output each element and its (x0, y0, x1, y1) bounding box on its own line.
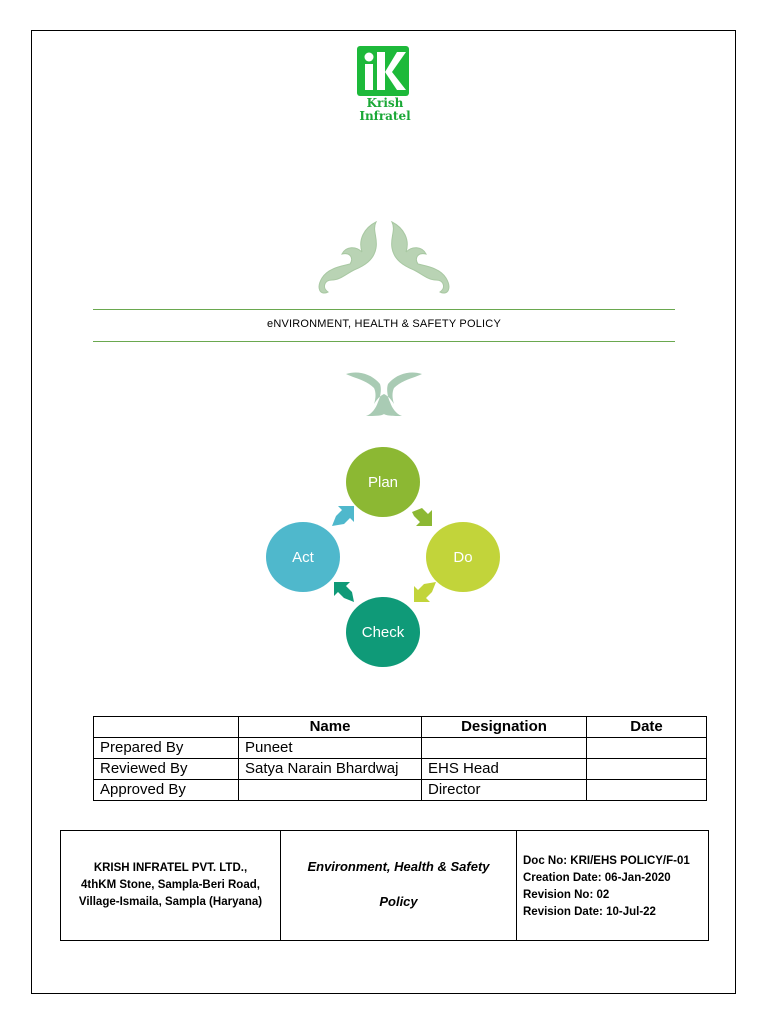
company-address (61, 831, 281, 940)
logo-mark (357, 46, 409, 96)
logo-text-line1: Krish (366, 96, 404, 110)
cell-name (239, 780, 422, 801)
cell-date (587, 759, 707, 780)
heading-rule-top (93, 309, 675, 310)
cycle-node-plan: Plan (346, 447, 420, 517)
document-title-line1: Environment, Health & Safety (307, 859, 490, 874)
table-header-row (94, 717, 707, 738)
creation-date: Creation Date: 06-Jan-2020 (523, 872, 671, 884)
cell-role: Reviewed By (94, 759, 239, 780)
arrow-plan-to-do-icon (412, 508, 432, 526)
cycle-node-check: Check (346, 597, 420, 667)
approval-table (93, 716, 707, 801)
document-title (281, 831, 517, 940)
arrow-act-to-plan-icon (332, 506, 354, 526)
address-line-2: Village-Ismaila, Sampla (Haryana) (78, 896, 263, 908)
heading-rule-bottom (93, 341, 675, 342)
cell-name: Puneet (239, 738, 422, 759)
cell-role: Prepared By (94, 738, 239, 759)
floral-ornament-top (306, 218, 462, 300)
cell-designation: Director (422, 780, 587, 801)
logo-text-line2: Infratel (359, 109, 411, 123)
cell-designation: EHS Head (422, 759, 587, 780)
table-row (94, 738, 707, 759)
doc-number: Doc No: KRI/EHS POLICY/F-01 (523, 855, 690, 867)
revision-number: Revision No: 02 (523, 889, 610, 901)
arrow-do-to-check-icon (414, 582, 436, 602)
cell-date (587, 780, 707, 801)
document-control-info (517, 831, 708, 940)
revision-date: Revision Date: 10-Jul-22 (523, 906, 656, 918)
cell-designation (422, 738, 587, 759)
floral-ornament-middle (342, 368, 426, 420)
address-line-1: 4thKM Stone, Sampla-Beri Road, (81, 879, 260, 891)
company-name: KRISH INFRATEL PVT. LTD., (93, 862, 248, 874)
table-row (94, 759, 707, 780)
cell-role: Approved By (94, 780, 239, 801)
arrow-check-to-act-icon (334, 582, 354, 602)
document-title-line2: Policy (379, 894, 418, 909)
cycle-node-act: Act (266, 522, 340, 592)
cell-date (587, 738, 707, 759)
pdca-cycle-diagram (250, 440, 520, 680)
header-cell-designation: Designation (422, 717, 587, 738)
document-footer (60, 830, 709, 941)
header-cell-name: Name (239, 717, 422, 738)
company-logo (352, 44, 418, 124)
cell-name: Satya Narain Bhardwaj (239, 759, 422, 780)
header-cell-blank (94, 717, 239, 738)
policy-heading: eNVIRONMENT, HEALTH & SAFETY POLICY (267, 318, 501, 330)
header-cell-date: Date (587, 717, 707, 738)
table-row (94, 780, 707, 801)
cycle-node-do: Do (426, 522, 500, 592)
